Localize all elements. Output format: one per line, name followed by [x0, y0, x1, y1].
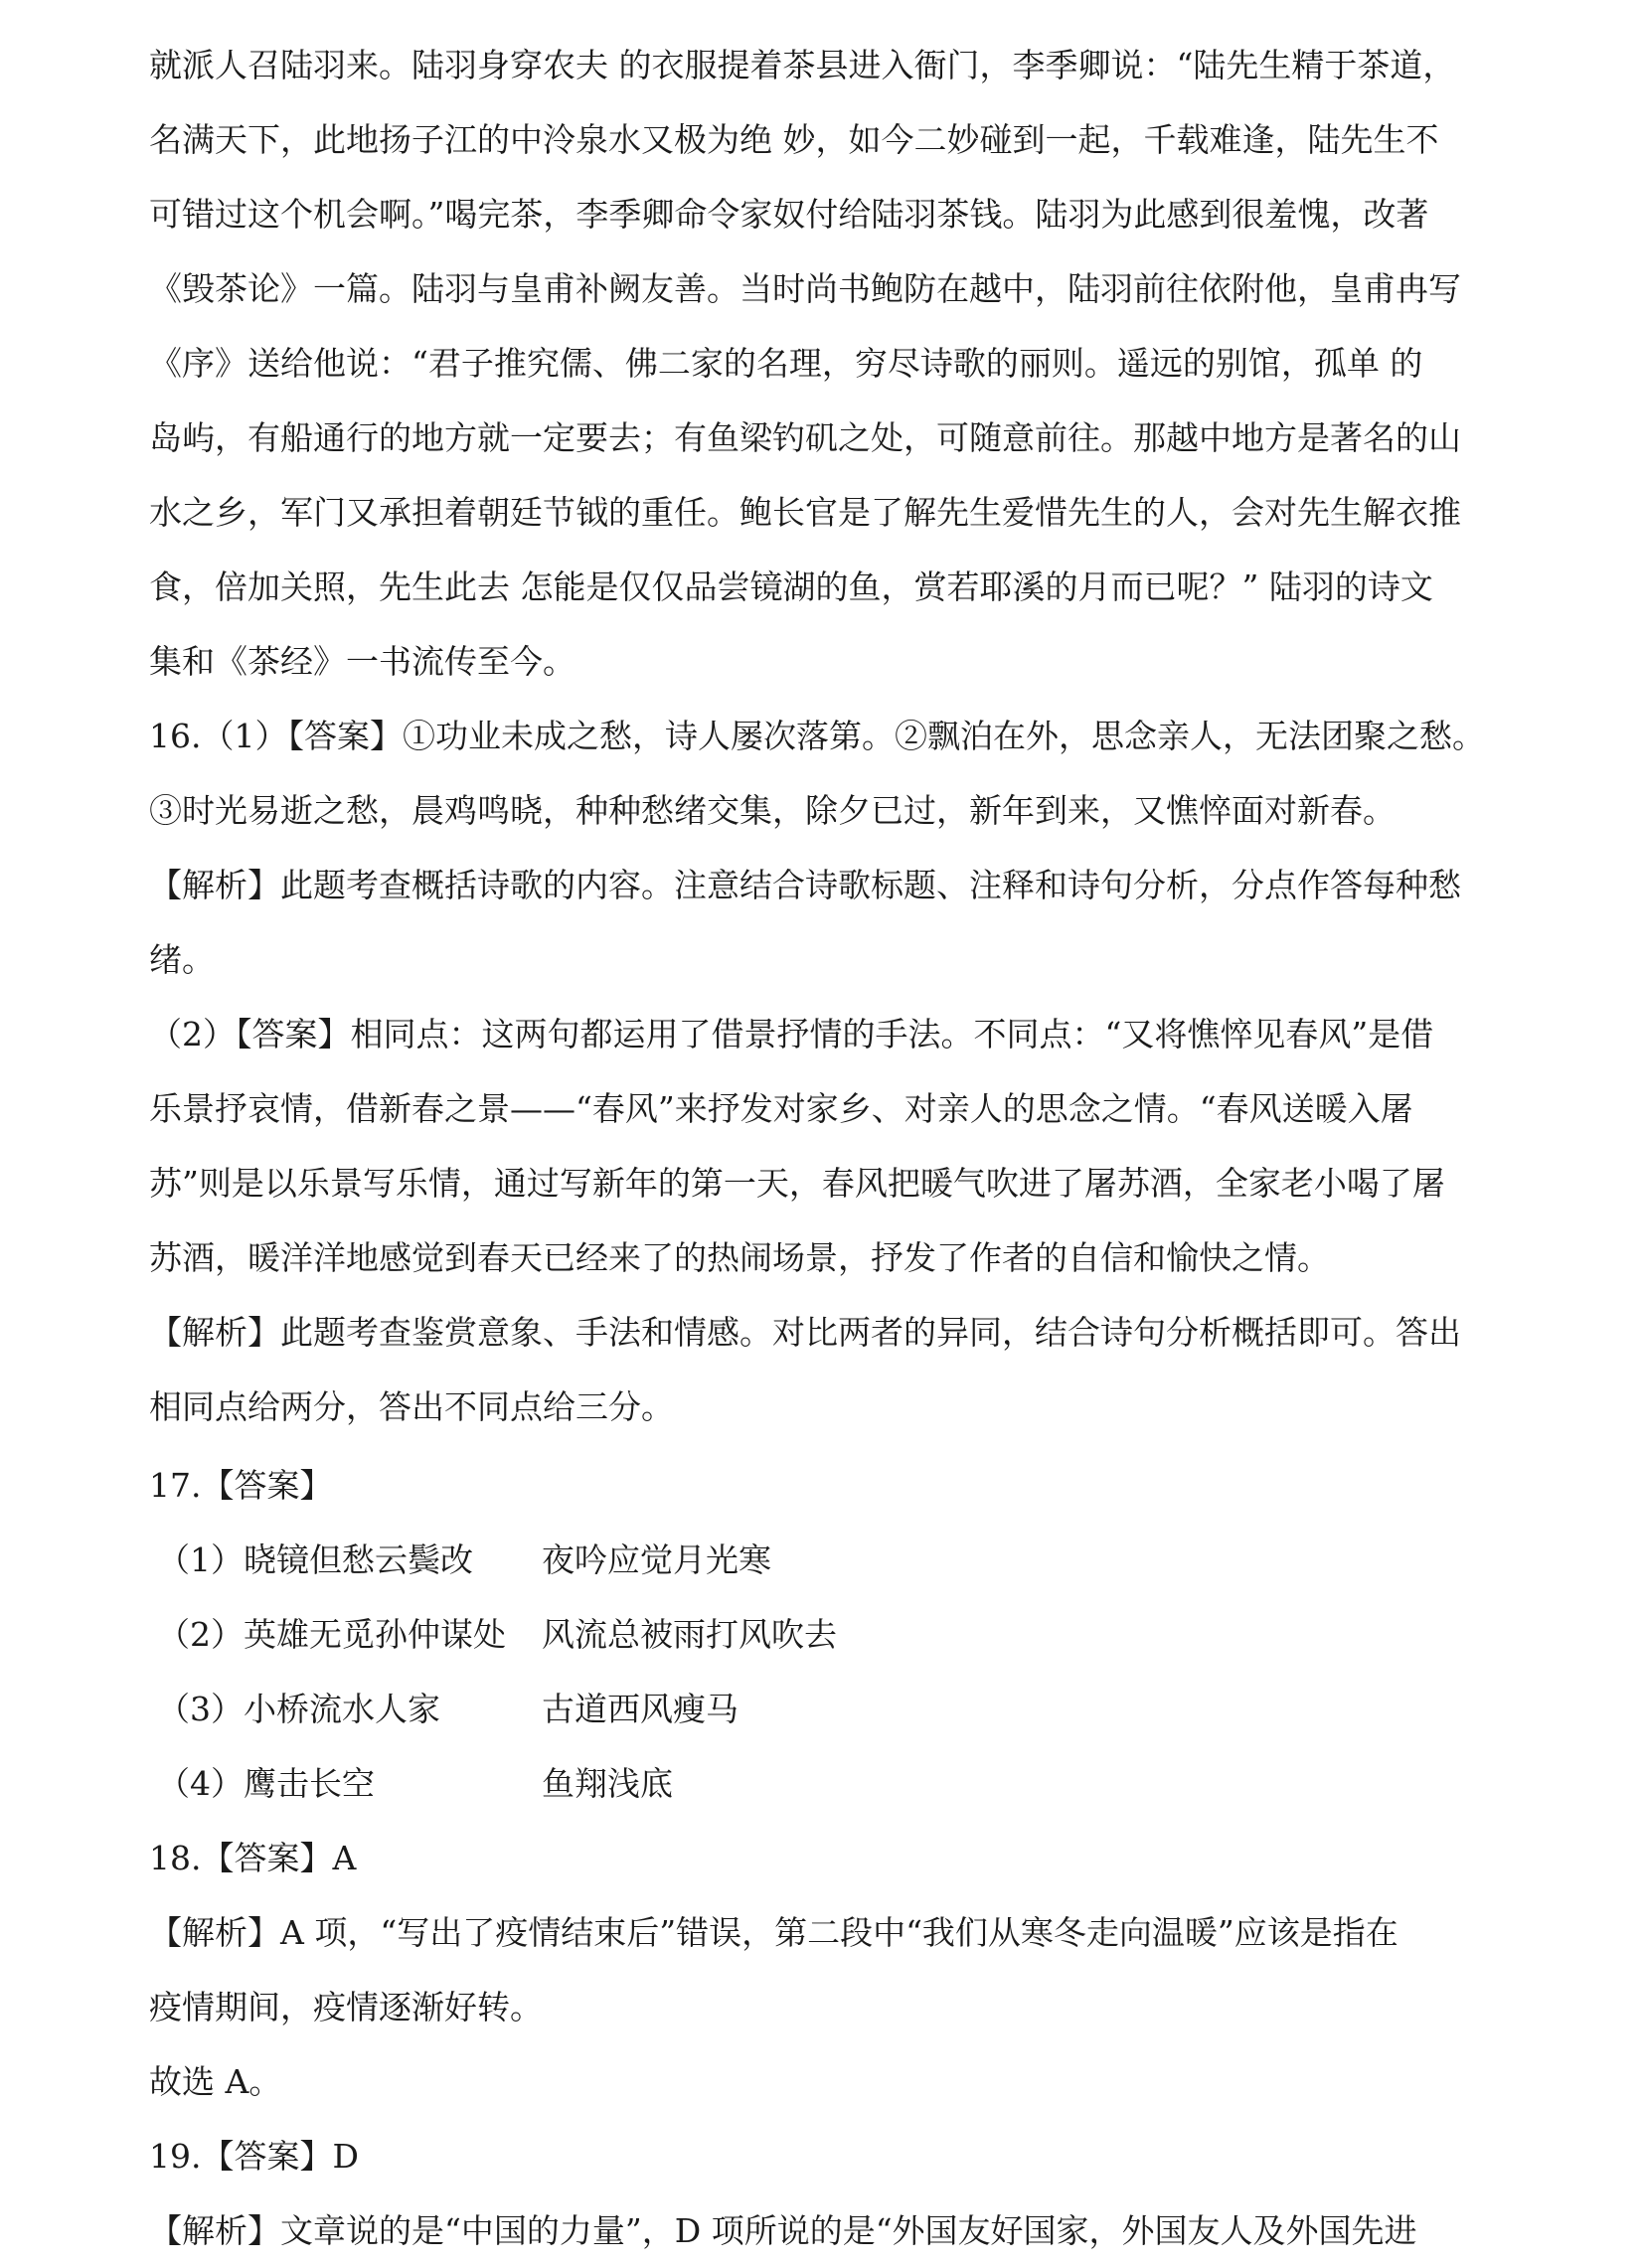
q16-2-answer-line: 乐景抒哀情，借新春之景——“春风”来抒发对家乡、对亲人的思念之情。“春风送暖入屠	[149, 1089, 1413, 1128]
question-19	[149, 2119, 1471, 2268]
text-line: 名满天下，此地扬子江的中泠泉水又极为绝 妙，如今二妙碰到一起，千载难逢，陆先生不	[149, 120, 1439, 159]
text-line: 《序》送给他说：“君子推究儒、佛二家的名理，穷尽诗歌的丽则。遥远的别馆，孤单 的	[149, 344, 1423, 383]
q18-heading: 18.【答案】A	[149, 1839, 357, 1877]
poem-line-second: 夜吟应觉月光寒	[542, 1540, 771, 1579]
text-line: 可错过这个机会啊。”喝完茶，李季卿命令家奴付给陆羽茶钱。陆羽为此感到很羞愧，改著	[149, 195, 1429, 234]
q17-heading: 17.【答案】	[149, 1466, 333, 1505]
q19-heading: 19.【答案】D	[149, 2137, 359, 2176]
q18-analysis-line: 疫情期间，疫情逐渐好转。	[149, 1988, 543, 2026]
poem-row	[149, 1597, 1471, 1672]
q16-answer-line: 16.（1）【答案】①功业未成之愁，诗人屡次落第。②飘泊在外，思念亲人，无法团聚之愁。	[149, 717, 1485, 755]
question-18	[149, 1821, 1471, 2119]
text-line: 就派人召陆羽来。陆羽身穿农夫 的衣服提着茶县进入衙门，李季卿说：“陆先生精于茶道，	[149, 46, 1456, 84]
q16-analysis-line: 【解析】此题考查概括诗歌的内容。注意结合诗歌标题、注释和诗句分析，分点作答每种愁	[149, 866, 1461, 904]
poem-line-second: 鱼翔浅底	[542, 1764, 673, 1803]
poem-line-first: （1）晓镜但愁云鬓改	[157, 1540, 473, 1579]
q19-analysis-line: 【解析】文章说的是“中国的力量”，D 项所说的是“外国友好国家，外国友人及外国先进	[149, 2211, 1417, 2250]
q16-2-analysis-line: 相同点给两分，答出不同点给三分。	[149, 1387, 674, 1426]
text-line: 集和《茶经》一书流传至今。	[149, 642, 575, 681]
poem-line-second: 古道西风瘦马	[542, 1690, 739, 1728]
q16-2-analysis-line: 【解析】此题考查鉴赏意象、手法和情感。对比两者的异同，结合诗句分析概括即可。答出	[149, 1313, 1461, 1352]
poem-row	[149, 1523, 1471, 1597]
q16-2-answer-line: （2）【答案】相同点：这两句都运用了借景抒情的手法。不同点：“又将憔悴见春风”是借	[149, 1015, 1434, 1053]
document-page	[149, 28, 1485, 2268]
q16-answer-line: ③时光易逝之愁，晨鸡鸣晓，种种愁绪交集，除夕已过，新年到来，又憔悴面对新春。	[149, 791, 1396, 830]
passage-translation	[149, 28, 1471, 699]
text-line: 食，倍加关照，先生此去 怎能是仅仅品尝镜湖的鱼，赏若耶溪的月而已呢？” 陆羽的诗文	[149, 567, 1433, 606]
q16-analysis-line: 绪。	[149, 940, 215, 979]
question-16	[149, 699, 1485, 1444]
text-line: 《毁茶论》一篇。陆羽与皇甫补阙友善。当时尚书鲍防在越中，陆羽前往依附他，皇甫冉写	[149, 269, 1461, 308]
poem-line-second: 风流总被雨打风吹去	[542, 1615, 837, 1654]
q18-analysis-line: 【解析】A 项，“写出了疫情结束后”错误，第二段中“我们从寒冬走向温暖”应该是指在	[149, 1913, 1398, 1952]
poem-line-first: （4）鹰击长空	[157, 1764, 375, 1803]
poem-row	[149, 1746, 1471, 1821]
text-line: 水之乡，军门又承担着朝廷节钺的重任。鲍长官是了解先生爱惜先生的人，会对先生解衣推	[149, 493, 1461, 532]
poem-row	[149, 1672, 1471, 1746]
question-17	[149, 1448, 1471, 1821]
q16-2-answer-line: 苏”则是以乐景写乐情，通过写新年的第一天，春风把暖气吹进了屠苏酒，全家老小喝了屠	[149, 1164, 1445, 1203]
text-line: 岛屿，有船通行的地方就一定要去；有鱼梁钓矶之处，可随意前往。那越中地方是著名的山	[149, 418, 1461, 457]
q16-2-answer-line: 苏酒，暖洋洋地感觉到春天已经来了的热闹场景，抒发了作者的自信和愉快之情。	[149, 1238, 1330, 1277]
poem-line-first: （3）小桥流水人家	[157, 1690, 440, 1728]
poem-line-first: （2）英雄无觅孙仲谋处	[157, 1615, 506, 1654]
q18-conclusion: 故选 A。	[149, 2062, 282, 2101]
